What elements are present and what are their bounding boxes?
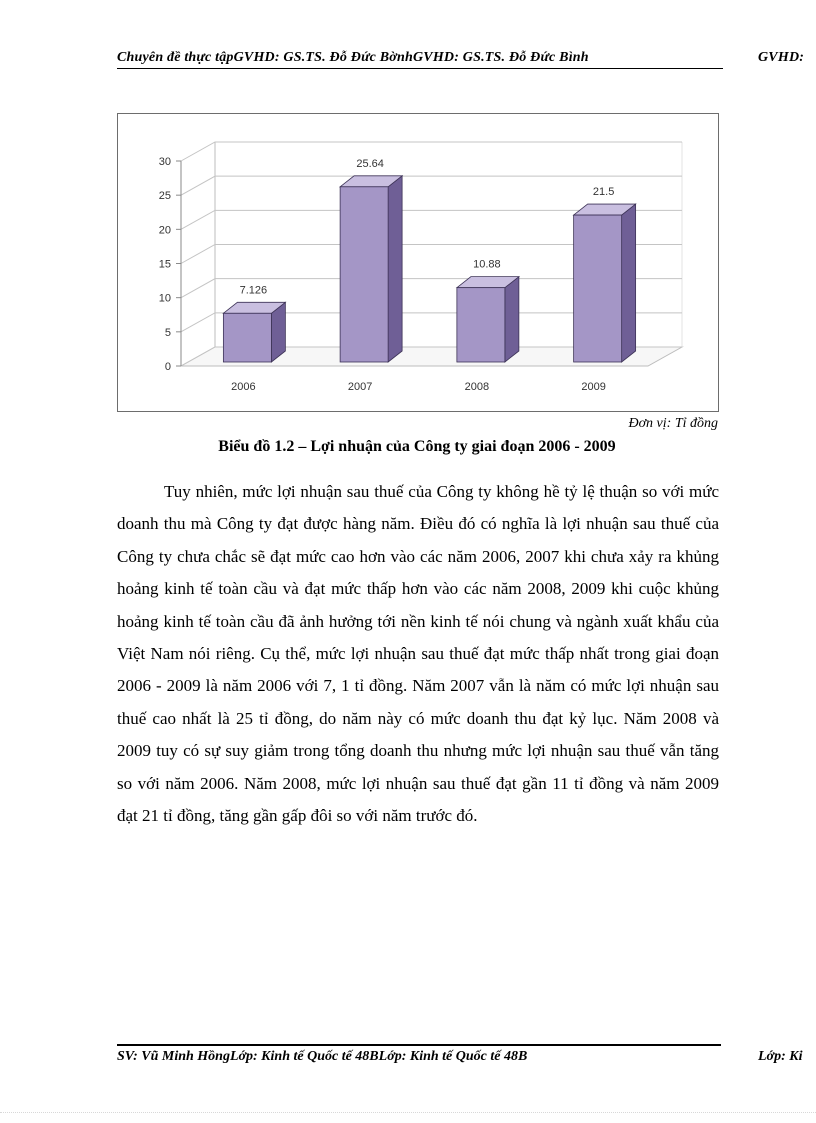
chart-caption: Biểu đồ 1.2 – Lợi nhuận của Công ty giai đoạn 2006 - 2009 bbox=[218, 438, 616, 455]
chart-x-tick-label: 2006 bbox=[231, 381, 256, 393]
chart-bar bbox=[457, 288, 505, 362]
header-right-text: GVHD: bbox=[758, 50, 805, 65]
footer-right-text: Lớp: Ki bbox=[758, 1049, 803, 1064]
chart-bar bbox=[574, 215, 622, 362]
chart-y-tick-label: 15 bbox=[158, 258, 171, 271]
header-left-text: Chuyên đề thực tậpGVHD: GS.TS. Đỗ Đức BờnhGVHD: GS.TS. Đỗ Đức Bình bbox=[117, 50, 589, 65]
chart-x-tick-label: 2008 bbox=[464, 381, 490, 393]
chart-bar bbox=[340, 187, 388, 362]
chart-bar-side bbox=[622, 204, 636, 362]
page-footer bbox=[117, 1047, 816, 1069]
chart-y-tick-label: 30 bbox=[158, 156, 171, 168]
profit-chart bbox=[117, 113, 719, 412]
chart-data-label: 21.5 bbox=[592, 186, 615, 199]
body-text bbox=[117, 476, 719, 832]
chart-data-label: 10.88 bbox=[473, 258, 501, 271]
header-rule bbox=[117, 68, 723, 69]
chart-y-tick-label: 5 bbox=[164, 326, 171, 339]
footer-left-text: SV: Vũ Minh HồngLớp: Kinh tế Quốc tế 48BLớp: Kinh tế Quốc tế 48B bbox=[117, 1049, 528, 1064]
chart-bar bbox=[223, 313, 271, 362]
chart-y-tick-label: 20 bbox=[158, 224, 171, 237]
chart-gridline bbox=[181, 142, 682, 161]
chart-bar-side bbox=[505, 277, 519, 362]
chart-unit-label: Đơn vị: Tỉ đồng bbox=[628, 416, 718, 431]
chart-x-tick-label: 2009 bbox=[581, 381, 606, 393]
chart-data-label: 7.126 bbox=[239, 284, 268, 297]
page-bottom-border bbox=[0, 1112, 816, 1113]
chart-bar-side bbox=[388, 176, 402, 362]
chart-y-tick-label: 25 bbox=[158, 190, 171, 203]
chart-canvas bbox=[118, 114, 718, 411]
chart-y-tick-label: 10 bbox=[158, 292, 171, 305]
body-paragraph: Tuy nhiên, mức lợi nhuận sau thuế của Công ty không hề tỷ lệ thuận so với mức doanh thu mà Công ty đạt được hàng năm. Điều đó có nghĩa là lợi nhuận sau thuế của Công ty chưa chắc sẽ đạt mức cao hơn vào các năm 2006, 2007 khi chưa xảy ra khủng hoảng kinh tế toàn cầu và đạt mức thấp hơn vào các năm 2008, 2009 khi cuộc khủng hoảng kinh tế toàn cầu đã ảnh hưởng tới nền kinh tế nói chung và ngành xuất khẩu của Việt Nam nói riêng. Cụ thể, mức lợi nhuận sau thuế đạt mức thấp nhất trong giai đoạn 2006 - 2009 là năm 2006 với 7, 1 tỉ đồng. Năm 2007 vẫn là năm có mức lợi nhuận sau thuế cao nhất là 25 tỉ đồng, do năm này có mức doanh thu đạt kỷ lục. Năm 2008 và 2009 tuy có sự suy giảm trong tổng doanh thu nhưng mức lợi nhuận sau thuế vẫn tăng so với năm 2006. Năm 2008, mức lợi nhuận sau thuế đạt gần 11 tỉ đồng và năm 2009 đạt 21 tỉ đồng, tăng gần gấp đôi so với năm trước đó. bbox=[117, 482, 719, 826]
chart-x-tick-label: 2007 bbox=[347, 381, 373, 393]
chart-data-label: 25.64 bbox=[356, 157, 384, 170]
chart-y-tick-label: 0 bbox=[164, 361, 171, 373]
footer-rule bbox=[117, 1044, 721, 1046]
